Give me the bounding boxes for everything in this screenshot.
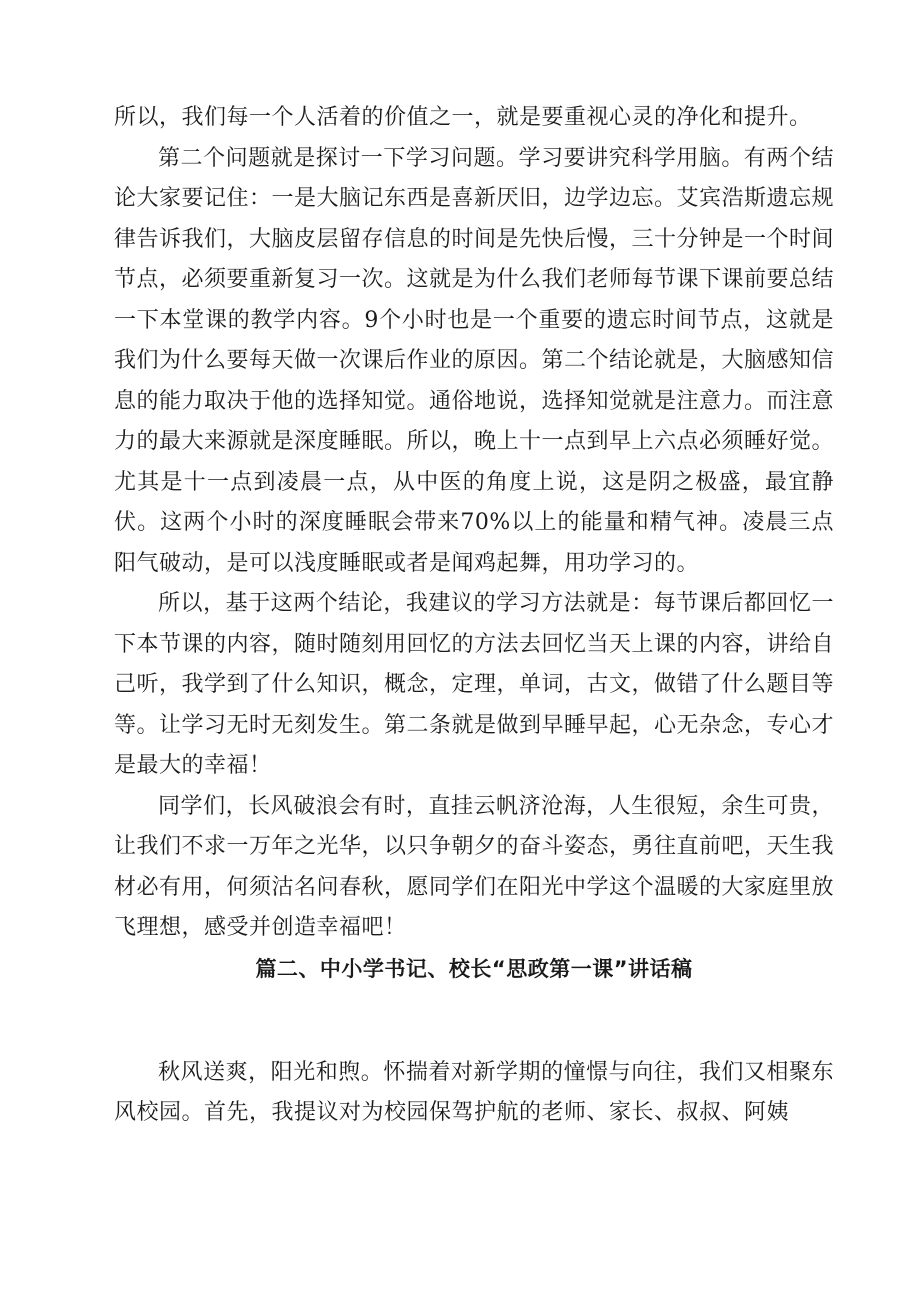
document-body xyxy=(114,98,834,1134)
paragraph-4: 同学们，长风破浪会有时，直挂云帆济沧海，人生很短，余生可贵，让我们不求一万年之光华，以只争朝夕的奋斗姿态，勇往直前吧，天生我材必有用，何须沽名问春秋，愿同学们在阳光中学这个温暖的大家庭里放飞理想，感受并创造幸福吧！ xyxy=(114,793,835,940)
paragraph-3: 所以，基于这两个结论，我建议的学习方法就是：每节课后都回忆一下本节课的内容，随时随刻用回忆的方法去回忆当天上课的内容，讲给自己听，我学到了什么知识，概念，定理，单词，古文，做错了什么题目等等。让学习无时无刻发生。第二条就是做到早睡早起，心无杂念，专心才是最大的幸福！ xyxy=(114,591,835,778)
paragraph-1: 所以，我们每一个人活着的价值之一，就是要重视心灵的净化和提升。 xyxy=(114,105,812,130)
paragraph-5: 秋风送爽，阳光和煦。怀揣着对新学期的憧憬与向往，我们又相聚东风校园。首先，我提议对为校园保驾护航的老师、家长、叔叔、阿姨 xyxy=(114,1059,834,1125)
paragraph-2: 第二个问题就是探讨一下学习问题。学习要讲究科学用脑。有两个结论大家要记住：一是大脑记东西是喜新厌旧，边学边忘。艾宾浩斯遗忘规律告诉我们，大脑皮层留存信息的时间是先快后慢，三十分钟是一个时间节点，必须要重新复习一次。这就是为什么我们老师每节课下课前要总结一下本堂课的教学内容。9个小时也是一个重要的遗忘时间节点，这就是我们为什么要每天做一次课后作业的原因。第二个结论就是，大脑感知信息的能力取决于他的选择知觉。通俗地说，选择知觉就是注意力。而注意力的最大来源就是深度睡眠。所以，晚上十一点到早上六点必须睡好觉。尤其是十一点到凌晨一点，从中医的角度上说，这是阴之极盛，最宜静伏。这两个小时的深度睡眠会带来70%以上的能量和精气神。凌晨三点阳气破动，是可以浅度睡眠或者是闻鸡起舞，用功学习的。 xyxy=(114,145,835,576)
section-title: 篇二、中小学书记、校长“思政第一课”讲话稿 xyxy=(255,956,693,981)
